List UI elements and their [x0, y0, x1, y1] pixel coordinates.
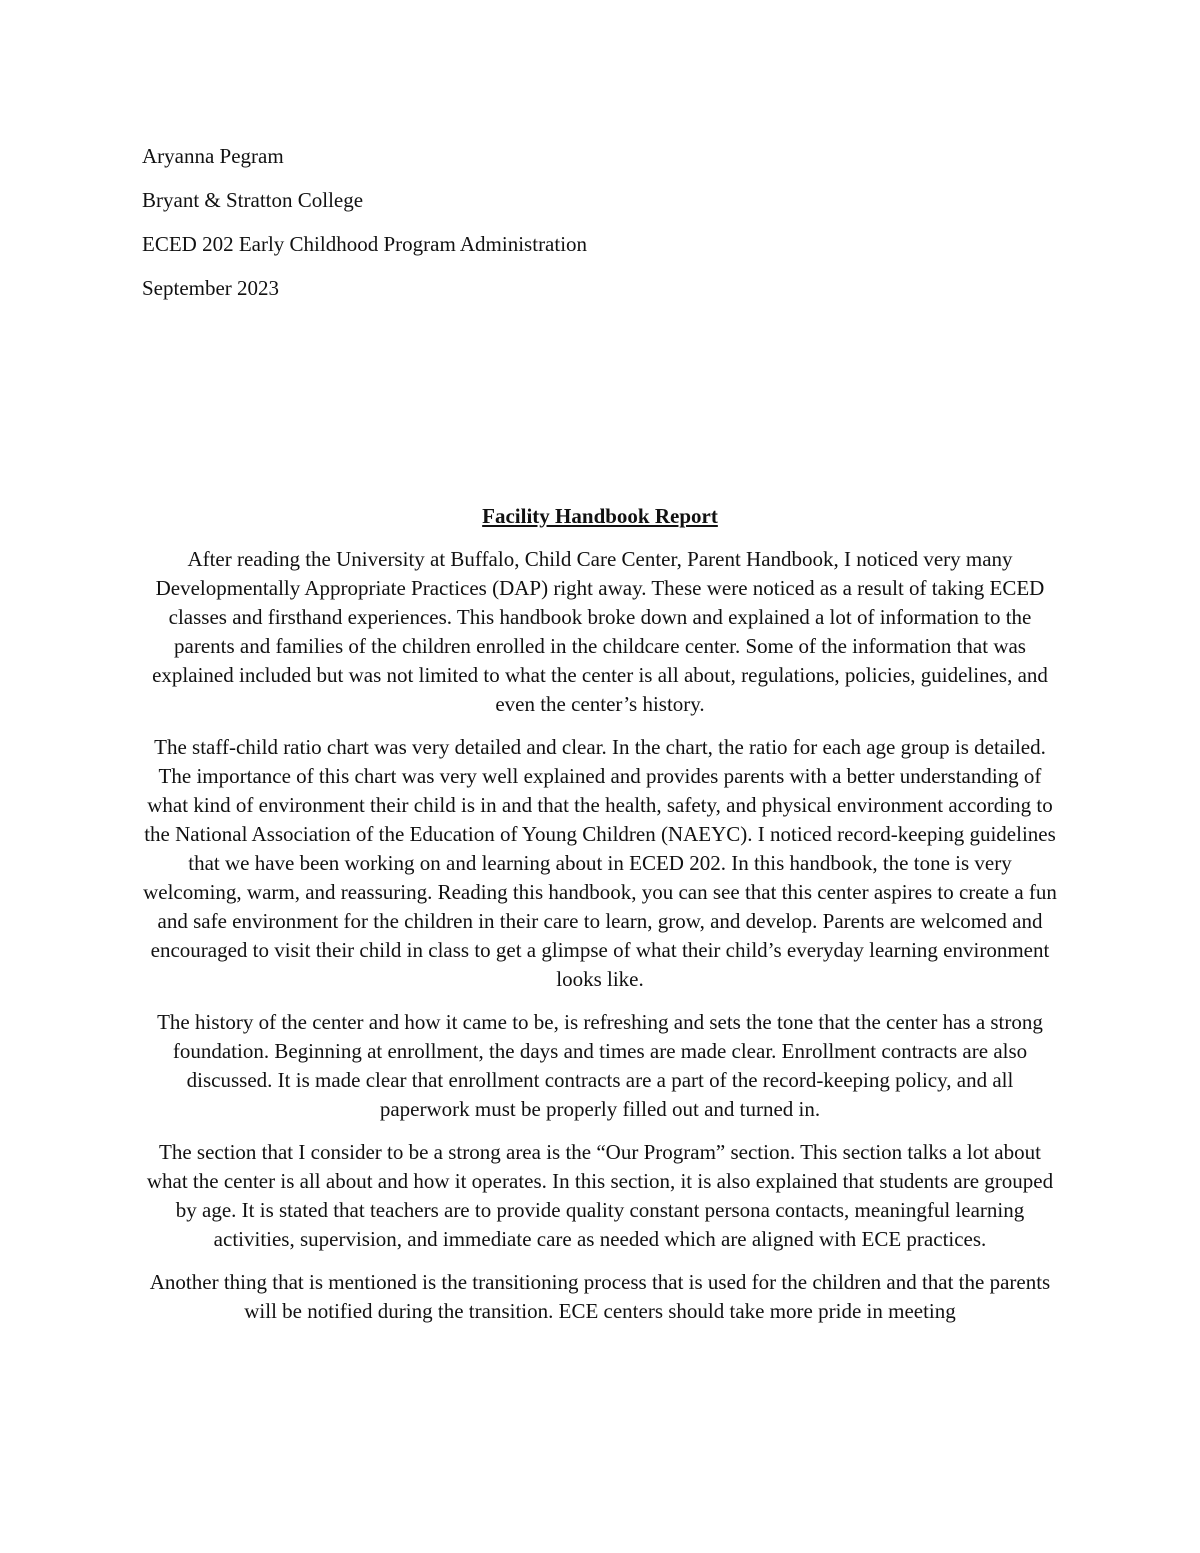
institution-name: Bryant & Stratton College [142, 188, 364, 212]
report-title: Facility Handbook Report [482, 504, 718, 528]
paragraph-our-program: The section that I consider to be a strong area is the “Our Program” section. This section talks a lot about what the center is all about and how it operates. In this section, it is also explained that students are grouped by age. It is stated that teachers are to provide quality constant persona contacts, meaningful learning activities, supervision, and immediate care as needed which are aligned with ECE practices. [146, 1140, 1054, 1251]
paragraph-transitioning: Another thing that is mentioned is the transitioning process that is used for the children and that the parents will be notified during the transition. ECE centers should take more pride in meeting [149, 1270, 1051, 1323]
paragraph-history: The history of the center and how it came to be, is refreshing and sets the tone that the center has a strong foundation. Beginning at enrollment, the days and times are made clear. Enrollment contracts are also discussed. It is made clear that enrollment contracts are a part of the record-keeping policy, and all paperwork must be properly filled out and turned in. [157, 1010, 1043, 1121]
course-title: ECED 202 Early Childhood Program Administration [142, 232, 588, 256]
document-header [142, 142, 1042, 318]
paragraph-intro: After reading the University at Buffalo, Child Care Center, Parent Handbook, I noticed very many Developmentally Appropriate Practices (DAP) right away. These were noticed as a result of taking ECED classes and firsthand experiences. This handbook broke down and explained a lot of information to the parents and families of the children enrolled in the childcare center. Some of the information that was explained included but was not limited to what the center is all about, regulations, policies, guidelines, and even the center’s history. [152, 547, 1048, 716]
author-name: Aryanna Pegram [142, 144, 284, 168]
document-date: September 2023 [142, 276, 280, 300]
report-body [140, 502, 1060, 1340]
paragraph-staff-ratio: The staff-child ratio chart was very detailed and clear. In the chart, the ratio for each age group is detailed. The importance of this chart was very well explained and provides parents with a better understanding of what kind of environment their child is in and that the health, safety, and physical environment according to the National Association of the Education of Young Children (NAEYC). I noticed record-keeping guidelines that we have been working on and learning about in ECED 202. In this handbook, the tone is very welcoming, warm, and reassuring. Reading this handbook, you can see that this center aspires to create a fun and safe environment for the children in their care to learn, grow, and develop. Parents are welcomed and encouraged to visit their child in class to get a glimpse of what their child’s everyday learning environment looks like. [143, 735, 1057, 991]
